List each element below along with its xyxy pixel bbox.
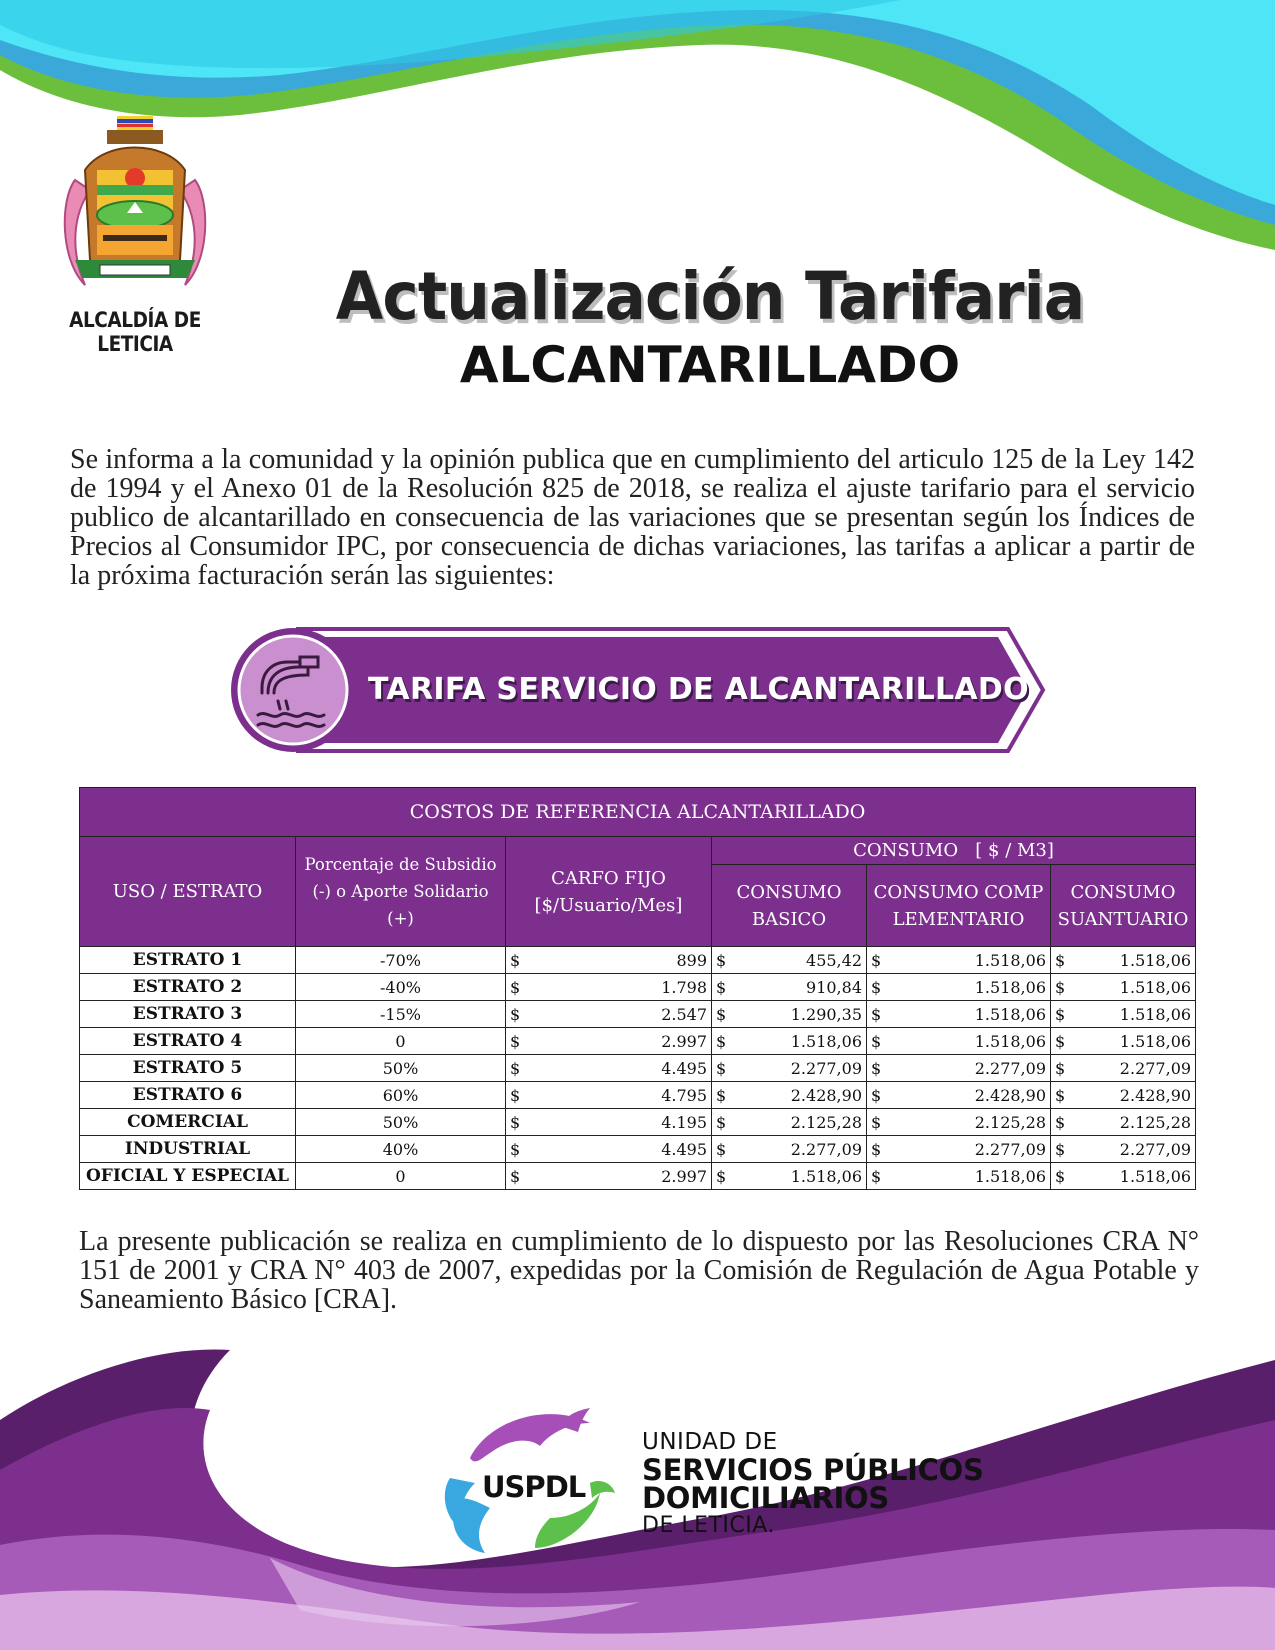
cell-consumo-basico <box>712 974 867 1001</box>
cell-cargo-fijo-value: 4.495 <box>661 1058 707 1078</box>
cell-porcentaje: -70% <box>296 947 506 974</box>
cell-consumo-complementario <box>867 1055 1051 1082</box>
cell-cargo-fijo-value: 2.547 <box>661 1004 707 1024</box>
cell-cargo-fijo <box>506 1109 712 1136</box>
cell-porcentaje: 40% <box>296 1136 506 1163</box>
currency-symbol: $ <box>716 1085 727 1105</box>
cell-consumo-suntuario <box>1051 974 1196 1001</box>
table-row <box>80 1055 1196 1082</box>
currency-symbol: $ <box>1055 1166 1066 1186</box>
cell-cargo-fijo <box>506 1055 712 1082</box>
cell-consumo-complementario <box>867 1082 1051 1109</box>
currency-symbol: $ <box>510 1031 521 1051</box>
currency-symbol: $ <box>871 1058 882 1078</box>
cell-consumo-suntuario <box>1051 1028 1196 1055</box>
org-line-3: DOMICILIARIOS <box>642 1481 889 1515</box>
cell-cargo-fijo <box>506 1163 712 1190</box>
bottom-wave-decoration <box>0 1340 1275 1650</box>
cell-consumo-suntuario-value: 1.518,06 <box>1119 1004 1192 1024</box>
cell-consumo-suntuario-value: 1.518,06 <box>1119 950 1192 970</box>
cell-porcentaje: -15% <box>296 1001 506 1028</box>
cell-consumo-suntuario-value: 1.518,06 <box>1119 977 1192 997</box>
currency-symbol: $ <box>716 1004 727 1024</box>
cell-consumo-suntuario-value: 2.428,90 <box>1119 1085 1192 1105</box>
cell-consumo-suntuario <box>1051 947 1196 974</box>
cell-consumo-suntuario-value: 2.277,09 <box>1119 1058 1192 1078</box>
cell-consumo-suntuario-value: 2.125,28 <box>1119 1112 1192 1132</box>
cell-uso: COMERCIAL <box>80 1109 296 1136</box>
currency-symbol: $ <box>510 1112 521 1132</box>
currency-symbol: $ <box>716 1166 727 1186</box>
cell-uso: OFICIAL Y ESPECIAL <box>80 1163 296 1190</box>
cell-consumo-basico <box>712 1055 867 1082</box>
currency-symbol: $ <box>1055 977 1066 997</box>
uspdl-logo <box>440 1398 620 1558</box>
cell-consumo-suntuario <box>1051 1055 1196 1082</box>
currency-symbol: $ <box>871 977 882 997</box>
cell-consumo-complementario-value: 2.428,90 <box>974 1085 1046 1105</box>
coat-of-arms-icon <box>55 110 215 305</box>
table-row <box>80 1028 1196 1055</box>
cell-consumo-basico-value: 2.277,09 <box>790 1058 862 1078</box>
intro-paragraph: Se informa a la comunidad y la opinión publica que en cumplimiento del articulo 125 de la Ley 142 de 1994 y el Anexo 01 de la Resolución 825 de 2018, se realiza el ajuste tarifario para el servicio publico de alcantarillado en consecuencia de las variaciones que se presentan según los Índices de Precios al Consumidor IPC, por consecuencia de dichas variaciones, las tarifas a aplicar a partir de la próxima facturación serán las siguientes: <box>70 444 1195 591</box>
cell-consumo-basico-value: 2.125,28 <box>790 1112 862 1132</box>
cell-porcentaje: 50% <box>296 1055 506 1082</box>
cell-consumo-basico-value: 1.518,06 <box>790 1166 862 1186</box>
header-cargo-fijo: CARFO FIJO [$/Usuario/Mes] <box>506 837 712 947</box>
cell-consumo-complementario <box>867 974 1051 1001</box>
cell-porcentaje: 60% <box>296 1082 506 1109</box>
uspdl-abbreviation: USPDL <box>482 1470 586 1504</box>
cell-consumo-suntuario-value: 1.518,06 <box>1119 1166 1192 1186</box>
cell-consumo-complementario-value: 1.518,06 <box>974 977 1046 997</box>
cell-consumo-complementario-value: 1.518,06 <box>974 1004 1046 1024</box>
page-title: Actualización Tarifaria <box>335 258 1085 335</box>
cell-consumo-basico-value: 1.518,06 <box>790 1031 862 1051</box>
header-consumo-complementario: CONSUMO COMPLEMENTARIO <box>867 865 1051 947</box>
org-line-2: SERVICIOS PÚBLICOS <box>642 1453 984 1487</box>
currency-symbol: $ <box>1055 1139 1066 1159</box>
cell-consumo-basico <box>712 1028 867 1055</box>
currency-symbol: $ <box>1055 1031 1066 1051</box>
cell-cargo-fijo-value: 2.997 <box>661 1166 707 1186</box>
currency-symbol: $ <box>871 1139 882 1159</box>
cell-consumo-basico-value: 910,84 <box>806 977 862 997</box>
cell-consumo-basico-value: 2.277,09 <box>790 1139 862 1159</box>
cell-cargo-fijo <box>506 1028 712 1055</box>
alcaldia-logo <box>40 110 230 356</box>
table-row <box>80 1163 1196 1190</box>
cell-consumo-suntuario <box>1051 1163 1196 1190</box>
cell-consumo-basico <box>712 1082 867 1109</box>
cell-cargo-fijo-value: 4.795 <box>661 1085 707 1105</box>
currency-symbol: $ <box>716 977 727 997</box>
footer-paragraph: La presente publicación se realiza en cumplimiento de lo dispuesto por las Resoluciones CRA N° 151 de 2001 y CRA N° 403 de 2007, expedidas por la Comisión de Regulación de Agua Potable y Saneamiento Básico [CRA]. <box>79 1226 1199 1315</box>
banner-title: TARIFA SERVICIO DE ALCANTARILLADO <box>368 672 1029 707</box>
cell-consumo-suntuario <box>1051 1136 1196 1163</box>
cell-consumo-basico <box>712 1109 867 1136</box>
alcaldia-label: ALCALDÍA DE LETICIA <box>69 308 201 356</box>
header-consumo-basico: CONSUMO BASICO <box>712 865 867 947</box>
cell-porcentaje: 0 <box>296 1163 506 1190</box>
cell-consumo-complementario <box>867 1136 1051 1163</box>
currency-symbol: $ <box>716 1112 727 1132</box>
cell-cargo-fijo <box>506 1001 712 1028</box>
cell-consumo-basico <box>712 947 867 974</box>
cell-porcentaje: -40% <box>296 974 506 1001</box>
currency-symbol: $ <box>1055 1112 1066 1132</box>
cell-consumo-suntuario <box>1051 1109 1196 1136</box>
currency-symbol: $ <box>871 1031 882 1051</box>
currency-symbol: $ <box>871 950 882 970</box>
table-title: COSTOS DE REFERENCIA ALCANTARILLADO <box>80 788 1196 837</box>
cell-consumo-basico <box>712 1163 867 1190</box>
cell-consumo-suntuario-value: 1.518,06 <box>1119 1031 1192 1051</box>
table-row <box>80 947 1196 974</box>
table-row <box>80 1001 1196 1028</box>
cell-consumo-basico-value: 1.290,35 <box>790 1004 862 1024</box>
currency-symbol: $ <box>510 950 521 970</box>
table-row <box>80 974 1196 1001</box>
cell-uso: INDUSTRIAL <box>80 1136 296 1163</box>
currency-symbol: $ <box>510 1085 521 1105</box>
cell-cargo-fijo <box>506 974 712 1001</box>
cell-consumo-basico <box>712 1001 867 1028</box>
cell-consumo-suntuario-value: 2.277,09 <box>1119 1139 1192 1159</box>
cell-cargo-fijo-value: 1.798 <box>661 977 707 997</box>
cell-consumo-basico <box>712 1136 867 1163</box>
cell-consumo-complementario-value: 2.125,28 <box>974 1112 1046 1132</box>
currency-symbol: $ <box>716 1031 727 1051</box>
cell-uso: ESTRATO 3 <box>80 1001 296 1028</box>
currency-symbol: $ <box>871 1085 882 1105</box>
header-consumo-suntuario: CONSUMO SUANTUARIO <box>1051 865 1196 947</box>
table-row <box>80 1136 1196 1163</box>
currency-symbol: $ <box>1055 1085 1066 1105</box>
currency-symbol: $ <box>716 950 727 970</box>
org-line-4: DE LETICIA. <box>642 1513 775 1538</box>
cell-cargo-fijo-value: 2.997 <box>661 1031 707 1051</box>
currency-symbol: $ <box>716 1139 727 1159</box>
currency-symbol: $ <box>510 1058 521 1078</box>
cell-consumo-basico-value: 455,42 <box>806 950 862 970</box>
cell-consumo-complementario <box>867 1001 1051 1028</box>
cell-uso: ESTRATO 6 <box>80 1082 296 1109</box>
currency-symbol: $ <box>871 1166 882 1186</box>
currency-symbol: $ <box>1055 950 1066 970</box>
cell-consumo-complementario <box>867 947 1051 974</box>
tariff-table <box>79 787 1196 1190</box>
currency-symbol: $ <box>1055 1058 1066 1078</box>
cell-consumo-basico-value: 2.428,90 <box>790 1085 862 1105</box>
currency-symbol: $ <box>510 1166 521 1186</box>
cell-consumo-complementario-value: 2.277,09 <box>974 1058 1046 1078</box>
table-row <box>80 1109 1196 1136</box>
cell-cargo-fijo-value: 899 <box>676 950 707 970</box>
cell-uso: ESTRATO 2 <box>80 974 296 1001</box>
cell-porcentaje: 0 <box>296 1028 506 1055</box>
cell-uso: ESTRATO 4 <box>80 1028 296 1055</box>
currency-symbol: $ <box>510 1004 521 1024</box>
table-row <box>80 1082 1196 1109</box>
cell-porcentaje: 50% <box>296 1109 506 1136</box>
currency-symbol: $ <box>510 1139 521 1159</box>
currency-symbol: $ <box>716 1058 727 1078</box>
cell-cargo-fijo <box>506 1136 712 1163</box>
cell-consumo-complementario-value: 1.518,06 <box>974 950 1046 970</box>
cell-cargo-fijo <box>506 1082 712 1109</box>
page-subtitle: ALCANTARILLADO <box>459 336 961 394</box>
header-consumo-group: CONSUMO [ $ / M3] <box>712 837 1196 865</box>
currency-symbol: $ <box>510 977 521 997</box>
currency-symbol: $ <box>871 1004 882 1024</box>
cell-uso: ESTRATO 5 <box>80 1055 296 1082</box>
cell-cargo-fijo-value: 4.495 <box>661 1139 707 1159</box>
header-porcentaje: Porcentaje de Subsidio (-) o Aporte Solidario (+) <box>296 837 506 947</box>
cell-consumo-complementario-value: 2.277,09 <box>974 1139 1046 1159</box>
currency-symbol: $ <box>871 1112 882 1132</box>
organization-name <box>642 1428 984 1540</box>
header-uso: USO / ESTRATO <box>80 837 296 947</box>
cell-consumo-suntuario <box>1051 1001 1196 1028</box>
service-banner <box>228 625 1048 755</box>
currency-symbol: $ <box>1055 1004 1066 1024</box>
cell-consumo-complementario <box>867 1109 1051 1136</box>
cell-cargo-fijo <box>506 947 712 974</box>
cell-consumo-complementario-value: 1.518,06 <box>974 1166 1046 1186</box>
cell-consumo-complementario-value: 1.518,06 <box>974 1031 1046 1051</box>
cell-consumo-complementario <box>867 1028 1051 1055</box>
cell-cargo-fijo-value: 4.195 <box>661 1112 707 1132</box>
table-body <box>80 947 1196 1190</box>
cell-consumo-suntuario <box>1051 1082 1196 1109</box>
cell-consumo-complementario <box>867 1163 1051 1190</box>
cell-uso: ESTRATO 1 <box>80 947 296 974</box>
org-line-1: UNIDAD DE <box>642 1429 778 1455</box>
